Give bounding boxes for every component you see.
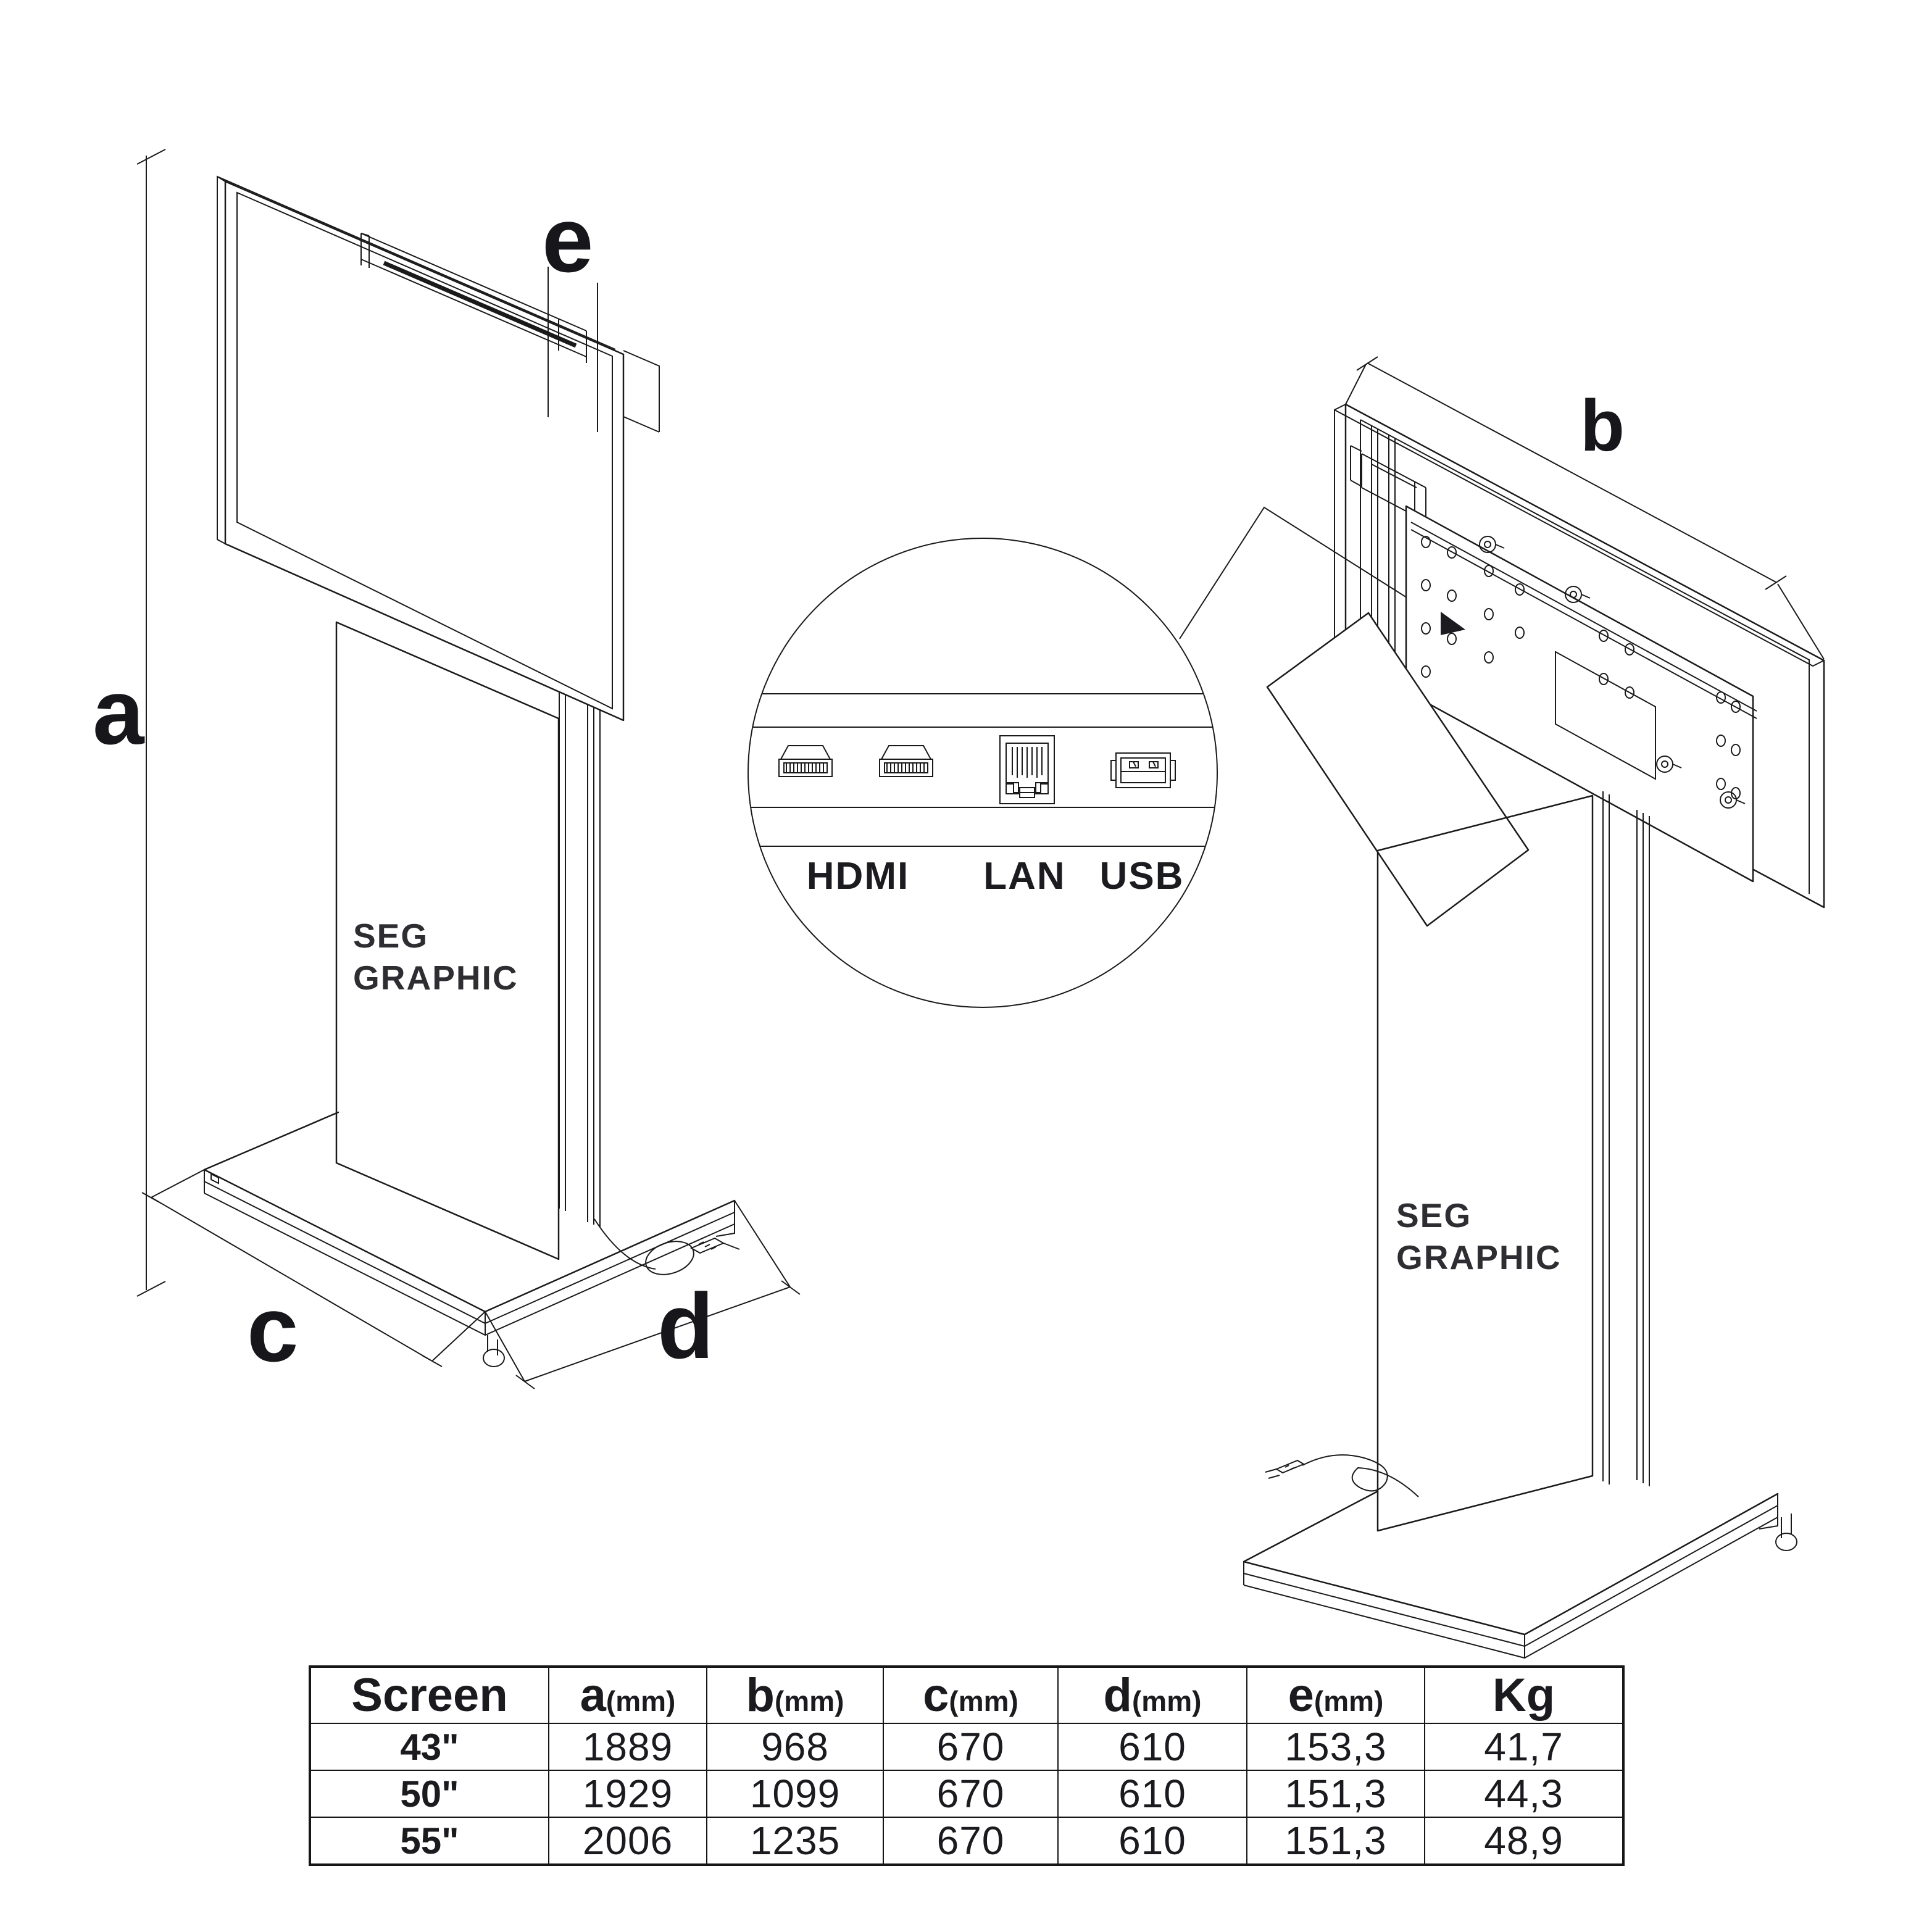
dimension-e-label: e [542,188,594,291]
stand-column-rear [1603,791,1649,1486]
usb-label: USB [1099,855,1185,897]
top-tray [361,233,659,432]
lan-label: LAN [983,855,1066,897]
dimension-a [93,149,165,1296]
stand-column [559,693,600,1227]
dimension-d [485,1201,800,1389]
table-header-row [310,1667,1623,1723]
hdmi-port-icon [880,746,933,777]
dimension-value-cell: 153,3 [1247,1723,1425,1770]
table-header-cell: Screen [310,1667,549,1723]
right-stand-view [1244,357,1824,1658]
table-row [310,1770,1623,1817]
power-plug-cable [1265,1455,1418,1497]
seg-graphic-label-line2: GRAPHIC [353,959,518,997]
table-header-cell: e(mm) [1247,1667,1425,1723]
table-header-cell: b(mm) [707,1667,883,1723]
dimension-value-cell: 1929 [549,1770,707,1817]
dimension-c-label: c [247,1277,299,1381]
table-header-cell: c(mm) [883,1667,1058,1723]
left-stand-view [93,149,800,1389]
table-header-cell: d(mm) [1058,1667,1247,1723]
dimension-value-cell: 610 [1058,1723,1247,1770]
dimension-value-cell: 41,7 [1425,1723,1623,1770]
dimension-value-cell: 1235 [707,1817,883,1865]
table-header-cell: Kg [1425,1667,1623,1723]
dimension-value-cell: 151,3 [1247,1770,1425,1817]
screen-size-cell: 43" [310,1723,549,1770]
caster-wheel-icon [1776,1514,1797,1551]
dimension-c [142,1170,485,1381]
table-row [310,1723,1623,1770]
dimension-value-cell: 968 [707,1723,883,1770]
dimension-value-cell: 670 [883,1770,1058,1817]
dimension-value-cell: 670 [883,1723,1058,1770]
table-row [310,1817,1623,1865]
dimension-value-cell: 44,3 [1425,1770,1623,1817]
dimension-value-cell: 48,9 [1425,1817,1623,1865]
dimension-value-cell: 1099 [707,1770,883,1817]
graphic-panel [336,622,559,1259]
seg-graphic-label-line2: GRAPHIC [1396,1238,1562,1276]
usb-port-icon [1111,753,1175,788]
table-header-cell: a(mm) [549,1667,707,1723]
dimension-value-cell: 2006 [549,1817,707,1865]
dimension-b-label: b [1580,385,1625,467]
seg-graphic-label-line1: SEG [1396,1196,1472,1235]
table-body [310,1723,1623,1865]
dimension-value-cell: 151,3 [1247,1817,1425,1865]
dimension-a-label: a [93,660,144,764]
dimension-spec-table [309,1665,1625,1866]
dimension-value-cell: 1889 [549,1723,707,1770]
dimension-value-cell: 670 [883,1817,1058,1865]
power-cable [594,1219,739,1280]
dimension-e [542,188,598,432]
screen-size-cell: 55" [310,1817,549,1865]
seg-graphic-label-line1: SEG [353,917,429,955]
dimension-value-cell: 610 [1058,1817,1247,1865]
hdmi-port-icon [779,746,832,777]
dimension-value-cell: 610 [1058,1770,1247,1817]
lan-port-icon [1000,736,1054,804]
graphic-panel-rear [1378,796,1593,1531]
dimension-d-label: d [657,1274,714,1378]
hdmi-label: HDMI [806,855,910,897]
screen-size-cell: 50" [310,1770,549,1817]
stand-base-rear [1244,1455,1797,1658]
